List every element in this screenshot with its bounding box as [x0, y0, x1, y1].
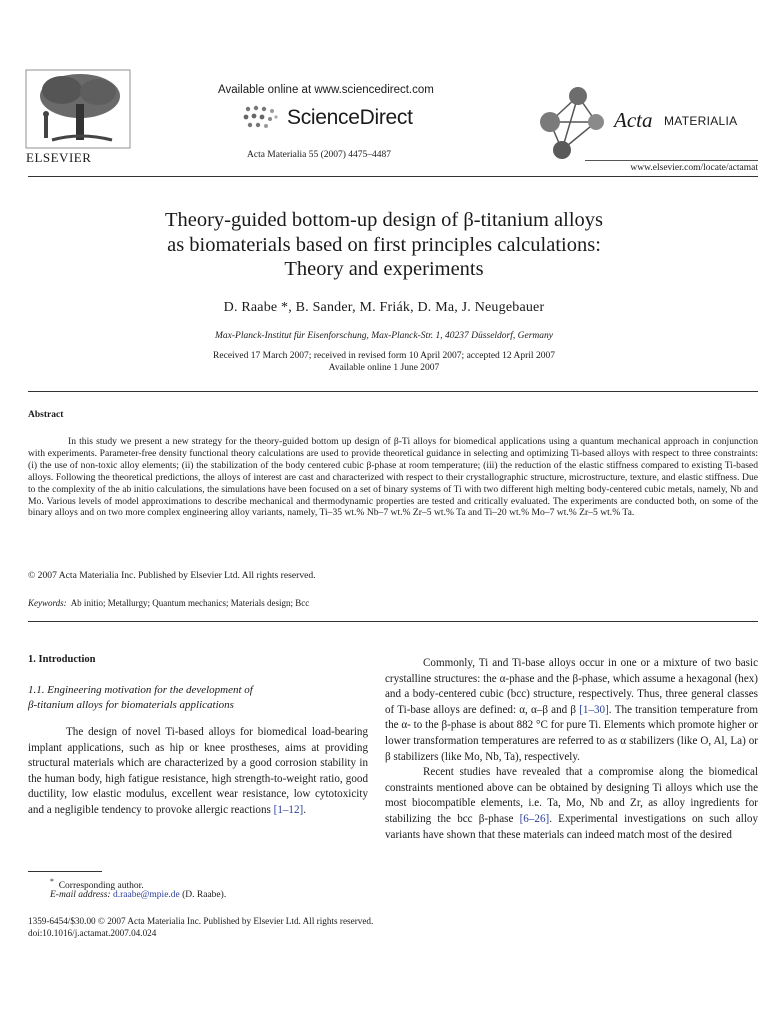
publisher-name: ELSEVIER [26, 150, 92, 165]
abstract-heading: Abstract [28, 410, 64, 420]
left-column [28, 725, 368, 819]
abstract-body [28, 436, 758, 519]
footnote-marker: * [50, 877, 54, 886]
section-heading-introduction: 1. Introduction [28, 654, 96, 665]
received-dates: Received 17 March 2007; received in revised form 10 April 2007; accepted 12 April 2007 [213, 351, 555, 361]
paragraph-text: . Experimental investigations on such alloy variants have shown that these materials can indeed match most of the desired [385, 812, 759, 841]
issn-copyright-line: 1359-6454/$30.00 © 2007 Acta Materialia Inc. Published by Elsevier Ltd. All rights reserved. [28, 916, 374, 926]
author-list: D. Raabe *, B. Sander, M. Friák, D. Ma, J. Neugebauer [223, 300, 545, 315]
header-divider [28, 176, 758, 177]
keywords-label: Keywords: [28, 598, 67, 608]
keywords-line [28, 598, 309, 608]
paragraph-text: Recent studies have revealed that a compromise along the biomedical constraints mentioned above can be obtained by designing Ti alloys which use the most biocompatible elements, i.e. Ta, Mo, Nb and Zr, as alloy ingredients for stabilizing the bcc β-phase [385, 766, 758, 825]
email-owner: (D. Raabe). [182, 890, 227, 900]
article-title [100, 208, 668, 282]
abstract-top-divider [28, 391, 758, 392]
subsection-heading [28, 683, 368, 713]
paragraph [385, 765, 758, 843]
acta-materialia-molecule-logo [528, 82, 618, 162]
abstract-bottom-divider [28, 621, 758, 622]
journal-reference: Acta Materialia 55 (2007) 4475–4487 [247, 150, 392, 160]
paragraph-text: The design of novel Ti-based alloys for biomedical load-bearing implant applications, such as hip or knee prostheses, aims at providing structural materials which are characterized by a good corrosion stability in the human body, high fatigue resistance, high strength-to-weight ratio, good ductility, low elastic modulus, excellent wear resistance, low cytotoxicity and a negligible tendency to provoke allergic reactions [28, 726, 368, 816]
paragraph [385, 656, 758, 765]
footnote-text: Corresponding author. [58, 881, 144, 892]
title-line-3: Theory and experiments [284, 258, 484, 280]
email-link[interactable]: d.raabe@mpie.de [112, 890, 180, 900]
paragraph-text: . The transition temperature from the α- to the β-phase is about 882 °C for pure Ti. Elements which promote higher or lower transformation temperatures are referred to as α stabilizers (like O, Al, La) or β stabilizers (like Mo, Nb, Ta), respectively. [385, 703, 758, 763]
title-line-2: as biomaterials based on first principles calculations: [167, 233, 601, 256]
subsection-heading-line-1: 1.1. Engineering motivation for the development of [28, 684, 253, 696]
title-line-1: Theory-guided bottom-up design of β-titanium alloys [164, 209, 603, 231]
available-online-text: Available online at www.sciencedirect.com [218, 84, 434, 96]
right-column [385, 656, 758, 843]
citation-link[interactable]: [1–12] [273, 803, 304, 816]
subsection-heading-line-2: β-titanium alloys for biomaterials applications [28, 699, 234, 711]
paragraph-text: Commonly, Ti and Ti-base alloys occur in one or a mixture of two basic crystalline structures: the α-phase and the β-phase, which assume a hexagonal (hex) and a body-centered cubic (bcc) structure, respectively. Thus, three general classes of Ti-base alloys are defined: α, α–β and β [385, 657, 758, 716]
email-label: E-mail address: [50, 890, 111, 900]
sciencedirect-dots-icon [240, 103, 284, 133]
abstract-copyright: © 2007 Acta Materialia Inc. Published by Elsevier Ltd. All rights reserved. [28, 570, 316, 581]
journal-url[interactable]: www.elsevier.com/locate/actamat [630, 163, 758, 173]
journal-logo-word-acta: Acta [614, 108, 653, 132]
available-date: Available online 1 June 2007 [328, 363, 440, 373]
article-dates [100, 350, 668, 374]
header-divider-short [585, 160, 758, 161]
footnote-divider [28, 871, 102, 872]
citation-link[interactable]: [6–26] [519, 812, 550, 825]
paragraph: The design of novel Ti-based alloys for biomedical load-bearing implant applications, such as hip or knee prostheses, aims at providing structural materials which are characterized by a good corrosion stability in the human body, high fatigue resistance, high strength-to-weight ratio, good ductility, low elastic modulus, excellent wear resistance, low cytotoxicity and a negligible tendency to provoke allergic reactions [1–12]. [28, 726, 368, 816]
abstract-text: In this study we present a new strategy for the theory-guided bottom up design of β-Ti alloys for biomedical applications using a quantum mechanical approach in conjunction with experiments. Parameter-free density functional theory calculations are used to provide theoretical guidance in selecting and optimizing Ti-based alloys with respect to three constraints: (i) the use of non-toxic alloy elements; (ii) the stabilization of the body centered cubic β-phase at room temperature; (iii) the reduction of the elastic stiffness compared to existing Ti-based alloys. Following the theoretical predictions, the alloys of interest are cast and characterized with respect to their crystallographic structure, microstructure, texture, and elastic stiffness. Due to the complexity of the ab initio calculations, the simulations have been focused on a set of binary systems of Ti with two different high melting body-centered cubic metals, namely, Nb and Mo. Various levels of model approximations to describe mechanical and thermodynamic properties are tested and critically evaluated. The experiments are conducted both, on some of the binary alloys and on two more complex engineering alloy variants, namely, Ti–35 wt.% Nb–7 wt.% Zr–5 wt.% Ta and Ti–20 wt.% Mo–7 wt.% Zr–5 wt.% Ta. [28, 436, 758, 519]
journal-logo-word-materialia: MATERIALIA [664, 114, 738, 128]
affiliation: Max-Planck-Institut für Eisenforschung, Max-Planck-Str. 1, 40237 Düsseldorf, Germany [215, 331, 553, 341]
footnote-email [50, 890, 226, 900]
keywords-list: Ab initio; Metallurgy; Quantum mechanics; Materials design; Bcc [70, 598, 310, 608]
citation-link[interactable]: [1–30] [579, 703, 609, 716]
sciencedirect-brand: ScienceDirect [287, 106, 413, 129]
doi-line[interactable]: doi:10.1016/j.actamat.2007.04.024 [28, 928, 157, 938]
